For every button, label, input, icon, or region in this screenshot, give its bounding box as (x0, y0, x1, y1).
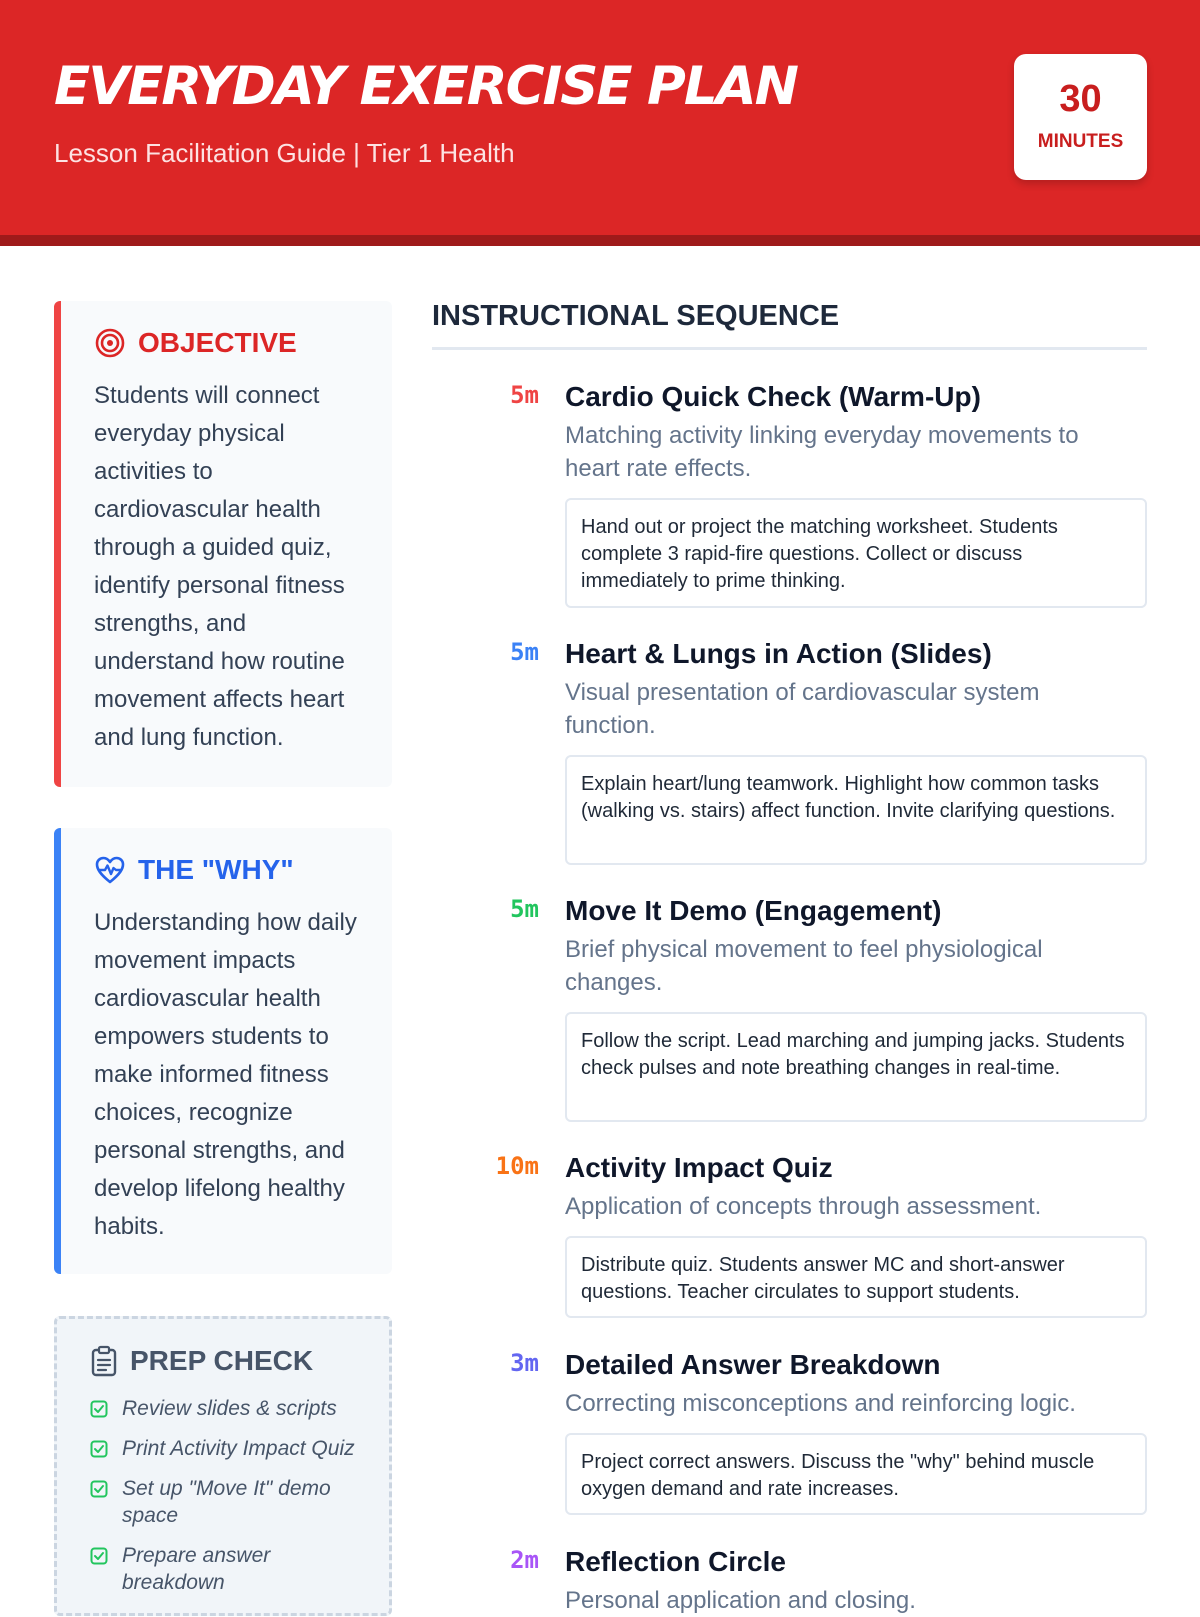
prep-item[interactable] (90, 1542, 369, 1596)
prep-item[interactable] (90, 1395, 369, 1422)
prep-item[interactable] (90, 1475, 369, 1529)
heart-pulse-icon (94, 854, 126, 886)
duration-unit: MINUTES (1037, 131, 1124, 152)
step-description: Matching activity linking everyday movements to heart rate effects. (565, 422, 1079, 482)
objective-header (94, 327, 372, 359)
step-description: Application of concepts through assessment. (565, 1193, 1042, 1220)
step-duration: 5m (510, 895, 539, 923)
objective-heading: OBJECTIVE (138, 327, 297, 358)
step-duration: 2m (510, 1546, 539, 1574)
step-description: Visual presentation of cardiovascular system function. (565, 679, 1040, 739)
check-square-icon (90, 1400, 108, 1418)
step-title: Cardio Quick Check (Warm-Up) (565, 381, 981, 412)
prep-item[interactable] (90, 1435, 369, 1462)
step-description: Correcting misconceptions and reinforcing logic. (565, 1390, 1076, 1417)
sequence-heading: INSTRUCTIONAL SEQUENCE (432, 300, 1147, 350)
clipboard-icon (90, 1345, 118, 1377)
target-icon (94, 327, 126, 359)
duration-badge (1014, 54, 1147, 180)
step-title: Heart & Lungs in Action (Slides) (565, 638, 992, 669)
prep-card (54, 1316, 392, 1616)
step-title: Detailed Answer Breakdown (565, 1349, 941, 1380)
prep-item-label: Set up "Move It" demo space (122, 1477, 331, 1527)
page-header (0, 0, 1200, 246)
step-title: Reflection Circle (565, 1546, 786, 1577)
step-title: Activity Impact Quiz (565, 1152, 833, 1183)
step-description: Personal application and closing. (565, 1587, 916, 1614)
step-description: Brief physical movement to feel physiological changes. (565, 936, 1043, 996)
prep-heading: PREP CHECK (130, 1345, 314, 1376)
prep-item-label: Review slides & scripts (122, 1397, 337, 1420)
prep-header (90, 1345, 369, 1377)
step-note: Project correct answers. Discuss the "why" behind muscle oxygen demand and rate increases. (565, 1433, 1147, 1515)
page-subtitle: Lesson Facilitation Guide | Tier 1 Health (54, 138, 515, 168)
check-square-icon (90, 1440, 108, 1458)
step-duration: 3m (510, 1349, 539, 1377)
objective-card (54, 301, 392, 787)
why-header (94, 854, 372, 886)
step-note: Explain heart/lung teamwork. Highlight how common tasks (walking vs. stairs) affect function. Invite clarifying questions. (565, 755, 1147, 865)
page-title: EVERYDAY EXERCISE PLAN (54, 56, 798, 117)
objective-text: Students will connect everyday physical activities to cardiovascular health through a guided quiz, identify personal fitness strengths, and understand how routine movement affects heart and lung function. (94, 382, 345, 751)
step-note: Follow the script. Lead marching and jumping jacks. Students check pulses and note breathing changes in real-time. (565, 1012, 1147, 1122)
why-card (54, 828, 392, 1274)
why-heading: THE "WHY" (138, 854, 294, 885)
step-duration: 5m (510, 638, 539, 666)
prep-item-label: Print Activity Impact Quiz (122, 1437, 355, 1460)
prep-checklist (90, 1395, 369, 1596)
step-note: Distribute quiz. Students answer MC and short-answer questions. Teacher circulates to support students. (565, 1236, 1147, 1318)
check-square-icon (90, 1547, 108, 1565)
step-title: Move It Demo (Engagement) (565, 895, 942, 926)
why-text: Understanding how daily movement impacts cardiovascular health empowers students to make informed fitness choices, recognize personal strengths, and develop lifelong healthy habits. (94, 909, 357, 1240)
step-note: Hand out or project the matching worksheet. Students complete 3 rapid-fire questions. Collect or discuss immediately to prime thinking. (565, 498, 1147, 608)
prep-item-label: Prepare answer breakdown (122, 1544, 271, 1594)
step-duration: 10m (495, 1152, 539, 1180)
duration-value: 30 (1059, 78, 1102, 120)
step-duration: 5m (510, 381, 539, 409)
check-square-icon (90, 1480, 108, 1498)
